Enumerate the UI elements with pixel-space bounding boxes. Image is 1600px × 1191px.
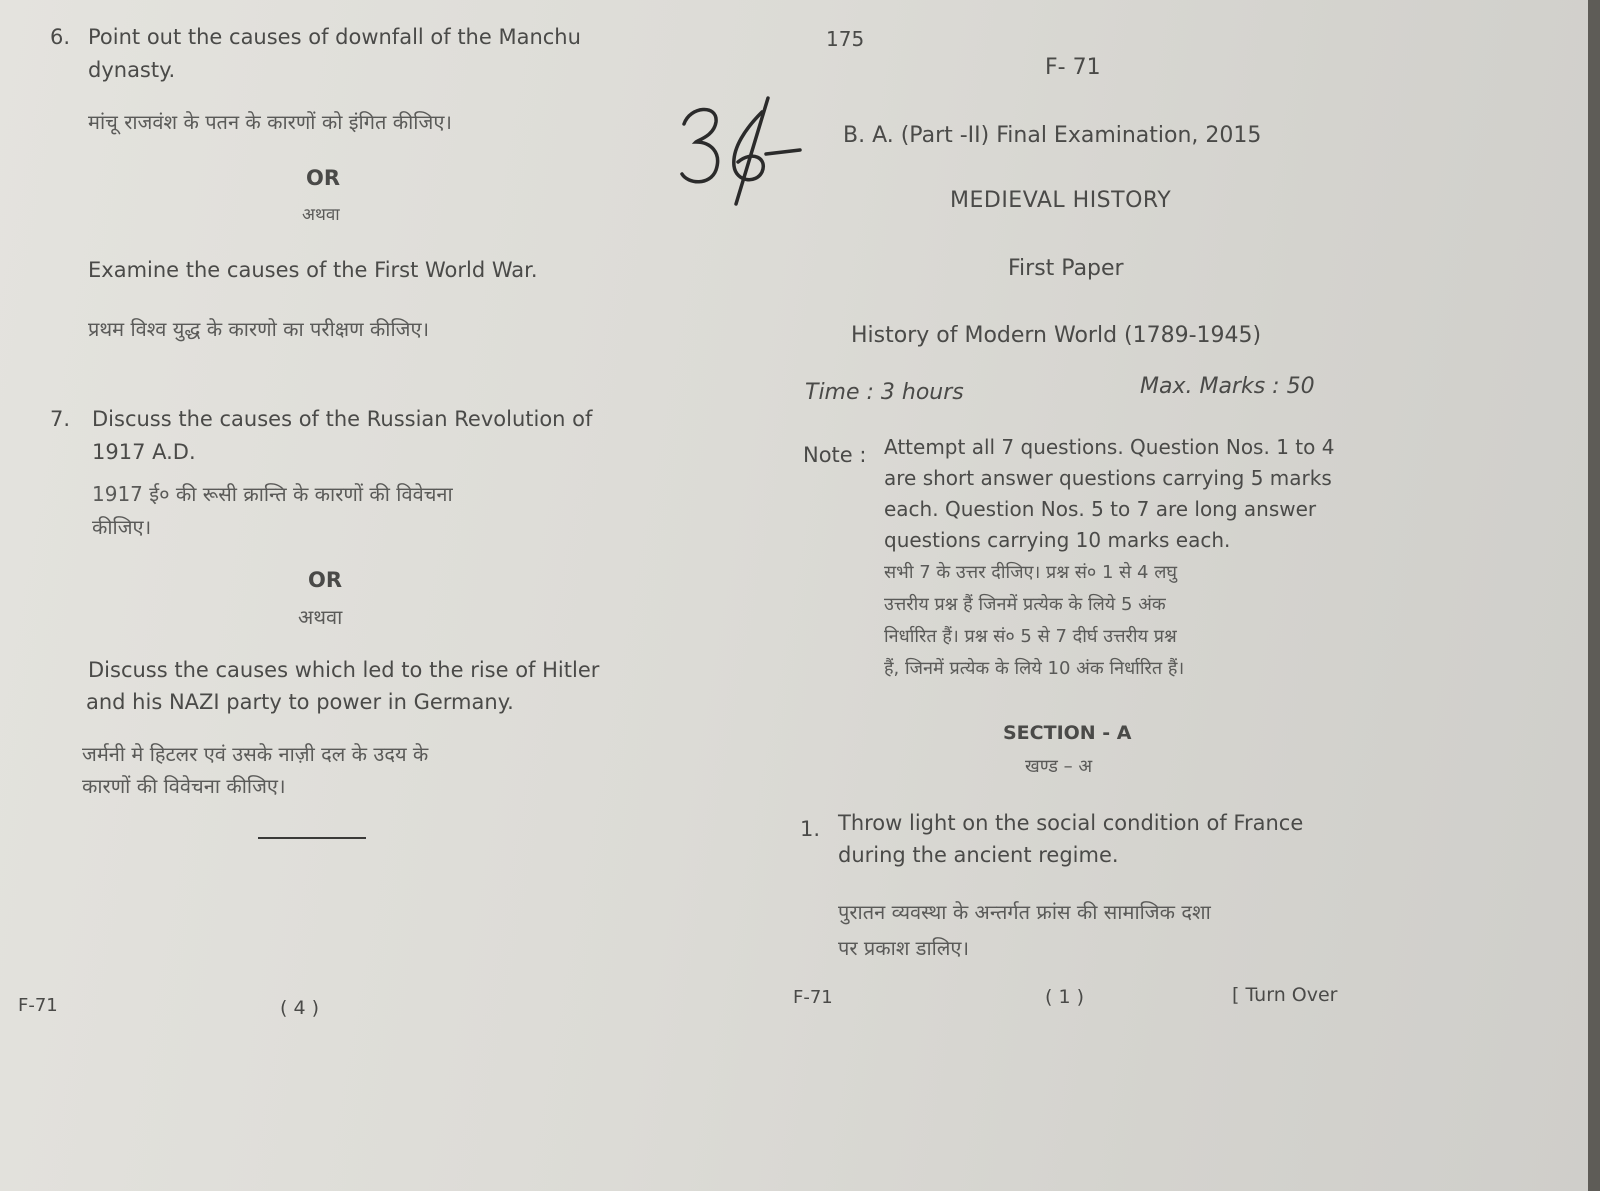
- question-7-alt-text-line1: Discuss the causes which led to the rise of Hitler: [88, 658, 600, 682]
- left-footer-page: ( 4 ): [280, 997, 319, 1019]
- max-marks: Max. Marks : 50: [1140, 374, 1315, 399]
- question-1-hindi-line1: पुरातन व्यवस्था के अन्तर्गत फ्रांस की सामाजिक दशा: [838, 900, 1211, 924]
- question-7-hindi-line2: कीजिए।: [92, 515, 152, 539]
- handwritten-price-mark: [676, 92, 806, 212]
- note-hindi-line-1: सभी 7 के उत्तर दीजिए। प्रश्न सं० 1 से 4 लघु: [884, 562, 1178, 583]
- left-footer-code: F-71: [18, 995, 58, 1016]
- right-footer-code: F-71: [793, 987, 833, 1008]
- note-line-1: Attempt all 7 questions. Question Nos. 1 to 4: [884, 435, 1335, 459]
- question-7-or-hindi: अथवा: [298, 605, 343, 629]
- right-footer-page: ( 1 ): [1045, 986, 1084, 1008]
- paper-title: History of Modern World (1789-1945): [851, 323, 1262, 348]
- paper-edge-shadow: [1588, 0, 1600, 1191]
- paper-label: First Paper: [1008, 256, 1124, 281]
- turn-over-label: [ Turn Over: [1232, 984, 1338, 1006]
- question-7-text-line1: Discuss the causes of the Russian Revolution of: [92, 407, 593, 431]
- exam-time: Time : 3 hours: [805, 380, 964, 405]
- page-number: 175: [826, 27, 865, 51]
- note-hindi-line-4: हैं, जिनमें प्रत्येक के लिये 10 अंक निर्धारित हैं।: [884, 658, 1185, 679]
- question-7-hindi-line1: 1917 ई० की रूसी क्रान्ति के कारणों की विवेचना: [92, 482, 453, 506]
- question-6-number: 6.: [50, 25, 71, 49]
- question-7-alt-hindi-line2: कारणों की विवेचना कीजिए।: [82, 774, 286, 798]
- question-6-or: OR: [306, 166, 341, 190]
- question-1-number: 1.: [800, 817, 821, 841]
- section-heading-hindi: खण्ड – अ: [1025, 756, 1093, 777]
- question-7-or: OR: [308, 568, 343, 592]
- subject-title: MEDIEVAL HISTORY: [950, 188, 1172, 213]
- paper-code: F- 71: [1045, 55, 1101, 80]
- question-1-text-line1: Throw light on the social condition of France: [838, 811, 1304, 835]
- question-6-text-line1: Point out the causes of downfall of the Manchu: [88, 25, 581, 49]
- question-6-alt-hindi: प्रथम विश्व युद्ध के कारणो का परीक्षण कीजिए।: [88, 317, 430, 341]
- question-7-number: 7.: [50, 407, 71, 431]
- end-divider: [258, 837, 366, 839]
- question-6-alt-text: Examine the causes of the First World War.: [88, 258, 538, 282]
- question-7-alt-hindi-line1: जर्मनी मे हिटलर एवं उसके नाज़ी दल के उदय के: [82, 742, 429, 766]
- question-6-text-line2: dynasty.: [88, 58, 176, 82]
- question-1-text-line2: during the ancient regime.: [838, 843, 1119, 867]
- question-7-text-line2: 1917 A.D.: [92, 440, 196, 464]
- question-6-or-hindi: अथवा: [302, 205, 340, 225]
- note-hindi-line-3: निर्धारित हैं। प्रश्न सं० 5 से 7 दीर्घ उत्तरीय प्रश्न: [884, 626, 1177, 647]
- section-heading: SECTION - A: [1003, 722, 1132, 744]
- note-line-3: each. Question Nos. 5 to 7 are long answer: [884, 497, 1317, 521]
- note-line-4: questions carrying 10 marks each.: [884, 528, 1231, 552]
- question-7-alt-text-line2: and his NAZI party to power in Germany.: [86, 690, 514, 714]
- note-line-2: are short answer questions carrying 5 marks: [884, 466, 1332, 490]
- question-1-hindi-line2: पर प्रकाश डालिए।: [838, 936, 970, 960]
- note-label: Note :: [803, 443, 867, 467]
- exam-title: B. A. (Part -II) Final Examination, 2015: [843, 123, 1262, 148]
- note-hindi-line-2: उत्तरीय प्रश्न हैं जिनमें प्रत्येक के लिये 5 अंक: [884, 594, 1166, 615]
- question-6-hindi: मांचू राजवंश के पतन के कारणों को इंगित कीजिए।: [88, 110, 452, 134]
